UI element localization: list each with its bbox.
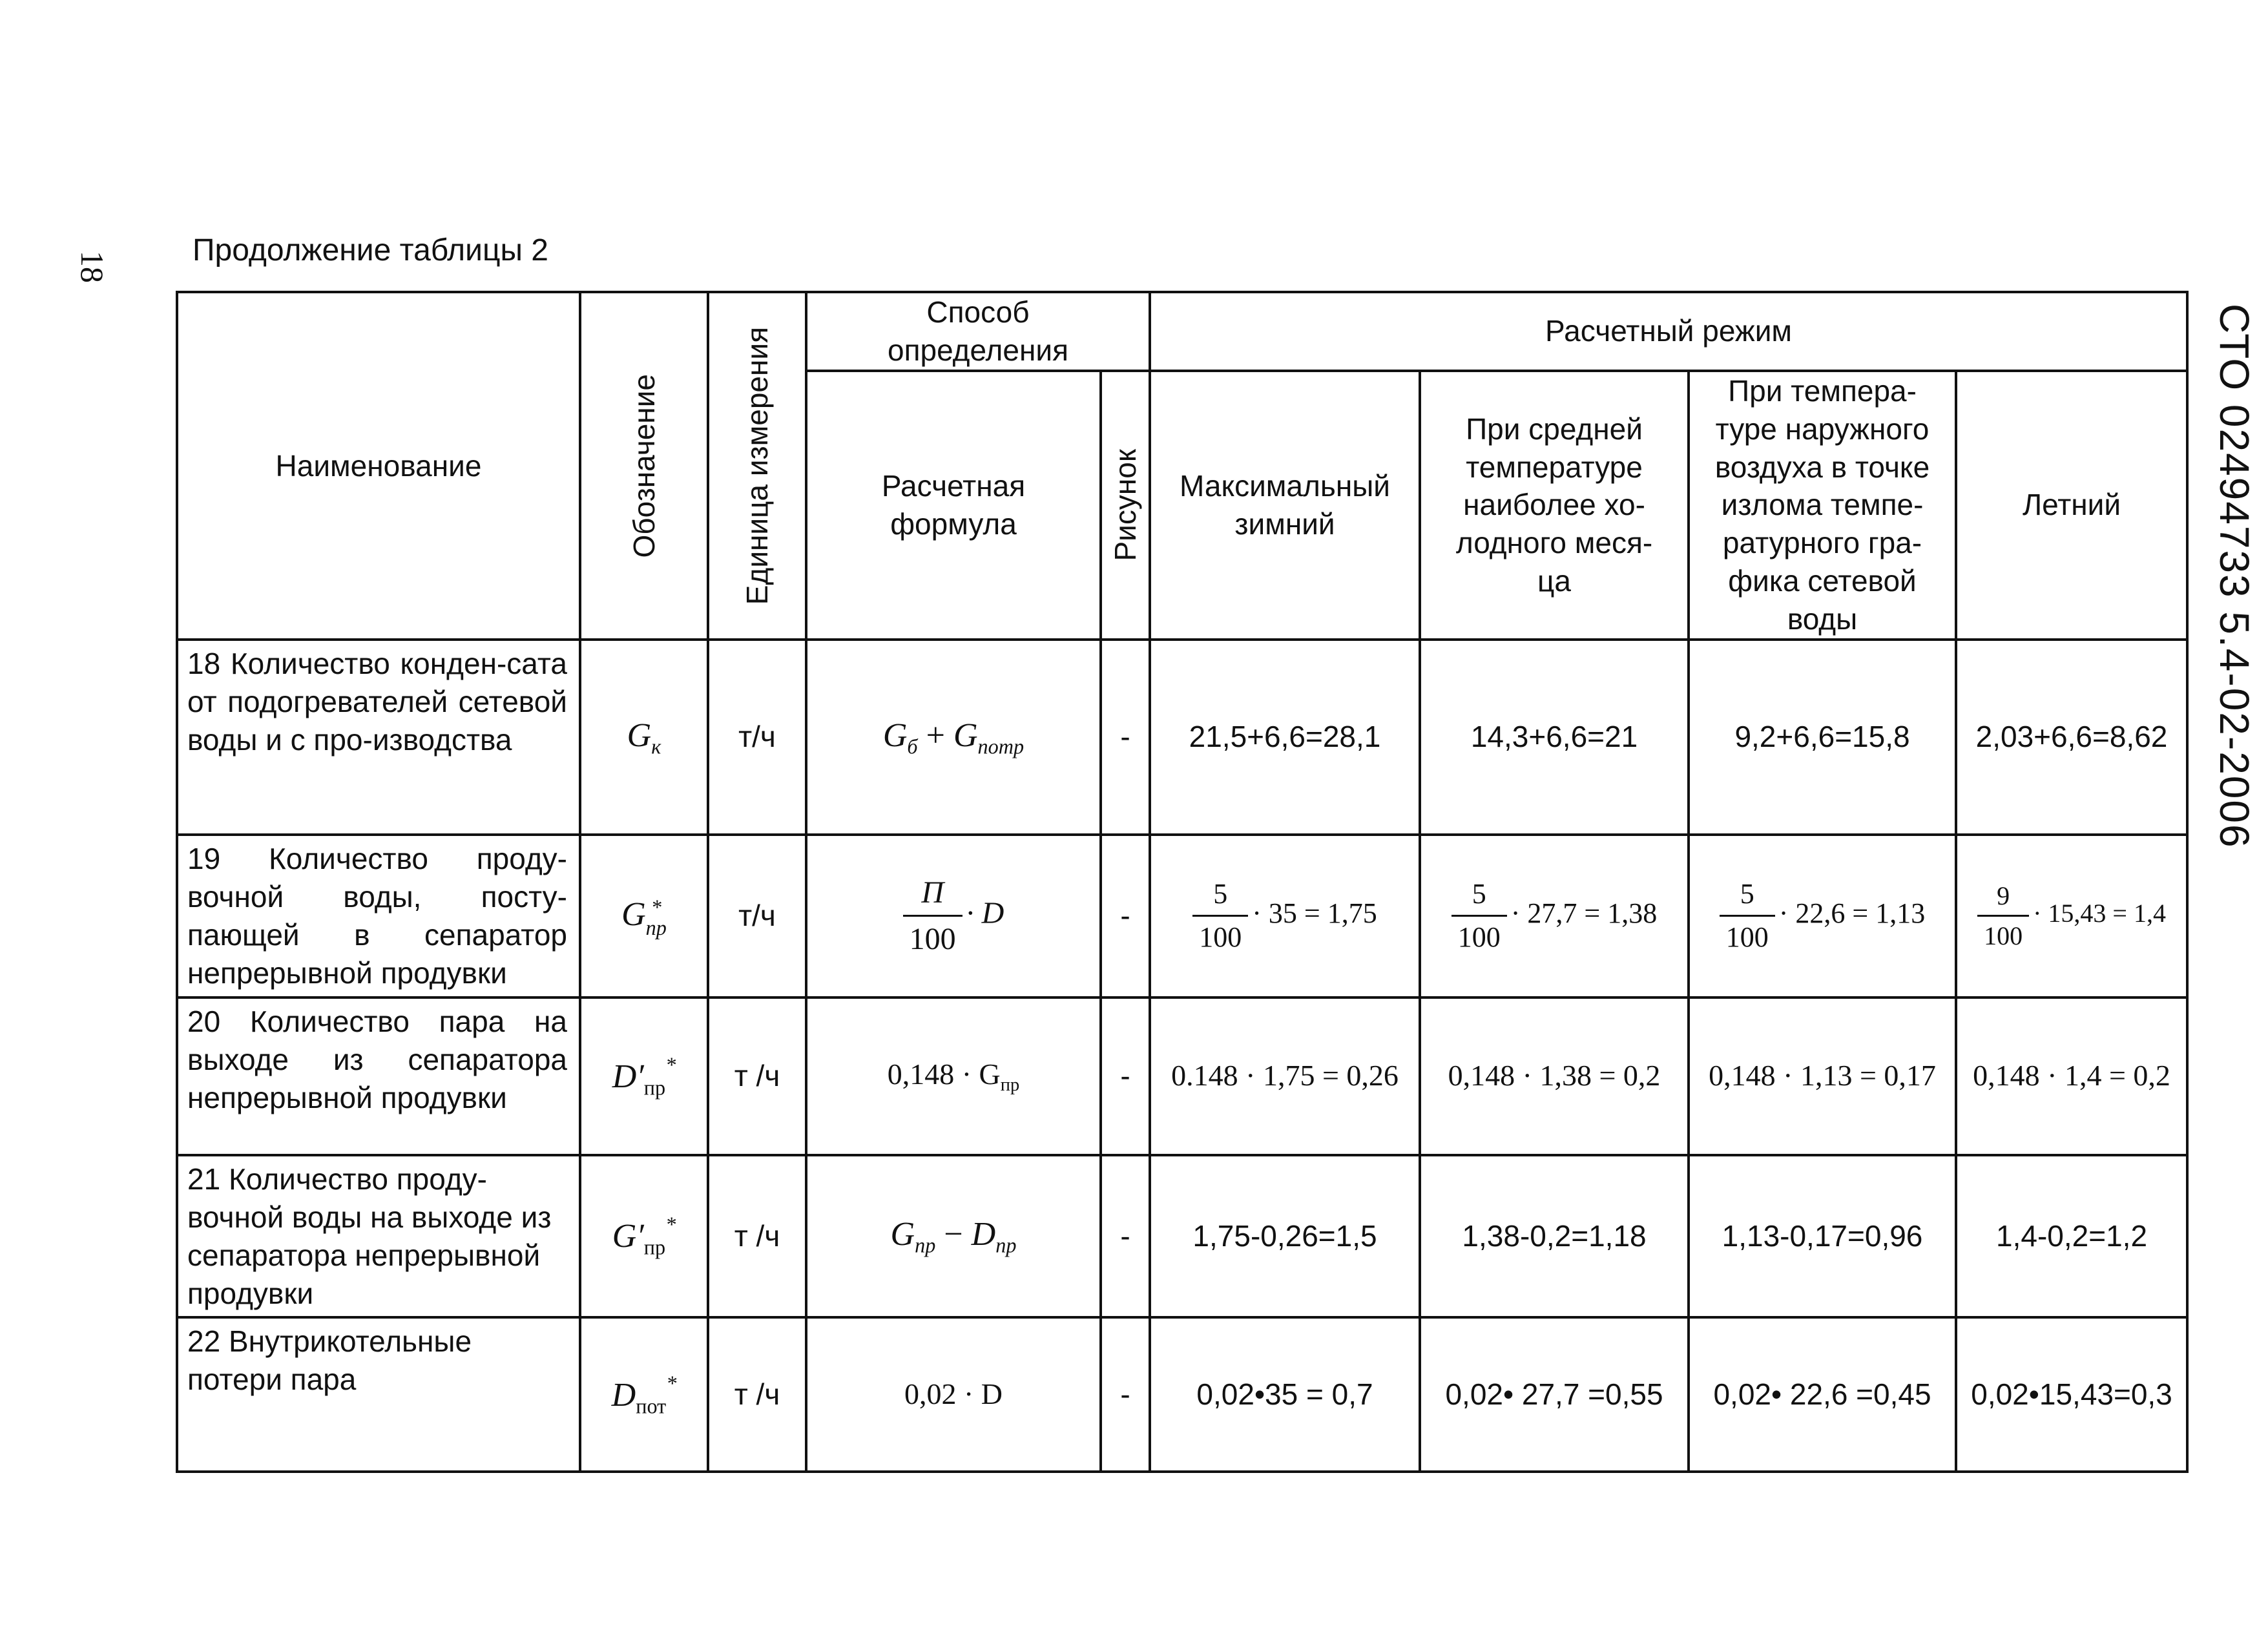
table-row (177, 640, 2187, 835)
row-formula: 0,02 · D (806, 1317, 1101, 1472)
row-formula: $0,148 \cdot G_{пр}$ (806, 997, 1101, 1155)
row-symbol: $G_к$ (580, 640, 708, 835)
row-name: 20 Количество пара на выходе из сепаратора непрерывной продувки (177, 997, 580, 1155)
page-number: 18 (74, 251, 110, 283)
row-symbol: $D'_{пр}^*$ (580, 997, 708, 1155)
value-break-point: $\frac{5}{100}$ · 22,6 = 1,13 (1689, 835, 1956, 997)
table-row (177, 997, 2187, 1155)
value-summer: 2,03+6,6=8,62 (1956, 640, 2187, 835)
header-designation: Обозначение (580, 292, 708, 640)
value-coldest-month: $\frac{5}{100}$ · 27,7 = 1,38 (1420, 835, 1689, 997)
row-symbol: $D_{пот}^*$ (580, 1317, 708, 1472)
table-caption: Продолжение таблицы 2 (192, 233, 548, 267)
value-summer: $\frac{9}{100}$ · 15,43 = 1,4 (1956, 835, 2187, 997)
header-mode-break-point: При темпера-туре наружного воздуха в точке излома темпе-ратурного гра-фика сетевой воды (1689, 371, 1956, 640)
data-table (176, 291, 2189, 1473)
document-code: СТО 02494733 5.4-02-2006 (2211, 304, 2258, 849)
value-coldest-month: 1,38-0,2=1,18 (1420, 1155, 1689, 1318)
row-name: 22 Внутрикотельные потери пара (177, 1317, 580, 1472)
row-unit: т /ч (708, 1317, 806, 1472)
row-unit: т/ч (708, 835, 806, 997)
row-name: 19 Количество проду-вочной воды, посту-пающей в сепаратор непрерывной продувки (177, 835, 580, 997)
table-row (177, 835, 2187, 997)
row-name: 18 Количество конден-сата от подогревателей сетевой воды и с про-изводства (177, 640, 580, 835)
row-figure: - (1101, 640, 1150, 835)
header-method: Способ определения (806, 292, 1150, 371)
value-max-winter: $\frac{5}{100}$ · 35 = 1,75 (1150, 835, 1420, 997)
row-figure: - (1101, 1155, 1150, 1318)
row-formula: $G_{пр} - D_{пр}$ (806, 1155, 1101, 1318)
row-unit: т /ч (708, 997, 806, 1155)
value-coldest-month: 0,148 · 1,38 = 0,2 (1420, 997, 1689, 1155)
header-figure: Рисунок (1101, 371, 1150, 640)
row-symbol: G * пр (580, 835, 708, 997)
row-unit: т /ч (708, 1155, 806, 1318)
header-mode-coldest-month: При средней температуре наиболее хо-лодного меся-ца (1420, 371, 1689, 640)
value-summer: 1,4-0,2=1,2 (1956, 1155, 2187, 1318)
header-name: Наименование (177, 292, 580, 640)
value-break-point: 9,2+6,6=15,8 (1689, 640, 1956, 835)
value-max-winter: 1,75-0,26=1,5 (1150, 1155, 1420, 1318)
value-break-point: 0,02• 22,6 =0,45 (1689, 1317, 1956, 1472)
value-max-winter: 0,02•35 = 0,7 (1150, 1317, 1420, 1472)
value-break-point: 0,148 · 1,13 = 0,17 (1689, 997, 1956, 1155)
row-symbol: $G'_{пр}^*$ (580, 1155, 708, 1318)
row-unit: т/ч (708, 640, 806, 835)
table-row (177, 1317, 2187, 1472)
table-row (177, 1155, 2187, 1318)
value-summer: 0,148 · 1,4 = 0,2 (1956, 997, 2187, 1155)
row-formula: $\frac{П}{100}$ · D (806, 835, 1101, 997)
row-figure: - (1101, 835, 1150, 997)
value-break-point: 1,13-0,17=0,96 (1689, 1155, 1956, 1318)
header-mode-max-winter: Максимальный зимний (1150, 371, 1420, 640)
header-mode-summer: Летний (1956, 371, 2187, 640)
row-figure: - (1101, 997, 1150, 1155)
value-max-winter: 0.148 · 1,75 = 0,26 (1150, 997, 1420, 1155)
value-max-winter: 21,5+6,6=28,1 (1150, 640, 1420, 835)
value-coldest-month: 0,02• 27,7 =0,55 (1420, 1317, 1689, 1472)
header-row-1 (177, 292, 2187, 371)
row-name: 21 Количество проду-вочной воды на выходе из сепаратора непрерывной продувки (177, 1155, 580, 1318)
row-formula: $G_б + G_{потр}$ (806, 640, 1101, 835)
value-summer: 0,02•15,43=0,3 (1956, 1317, 2187, 1472)
value-coldest-month: 14,3+6,6=21 (1420, 640, 1689, 835)
header-mode: Расчетный режим (1150, 292, 2187, 371)
row-figure: - (1101, 1317, 1150, 1472)
header-unit: Единица измерения (708, 292, 806, 640)
header-formula: Расчетная формула (806, 371, 1101, 640)
